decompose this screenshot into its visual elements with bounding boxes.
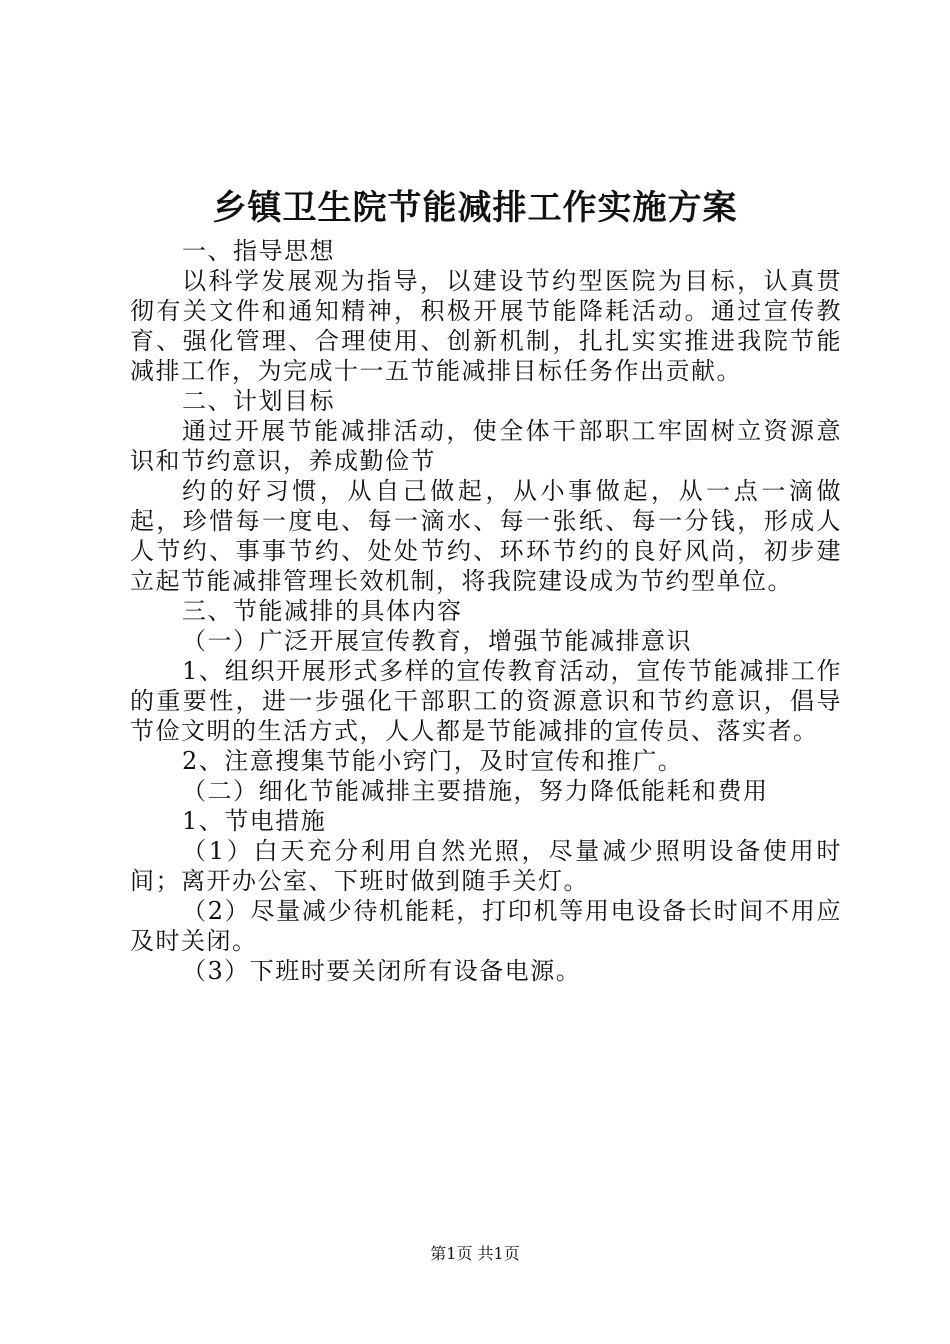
paragraph-measure-2: （2）尽量减少待机能耗，打印机等用电设备长时间不用应及时关闭。: [130, 897, 842, 955]
paragraph-plan-goal-part2: 约的好习惯，从自己做起，从小事做起，从一点一滴做起，珍惜每一度电、每一滴水、每一张纸、每一分钱，形成人人节约、事事节约、处处节约、环环节约的良好风尚，初步建立起节能减排管理长效机制，将我院建设成为节约型单位。: [130, 477, 842, 595]
page-footer: 第1页 共1页: [430, 1244, 520, 1263]
paragraph-item-2: 2、注意搜集节能小窍门，及时宣传和推广。: [182, 747, 684, 775]
paragraph-guiding-thought: 以科学发展观为指导，以建设节约型医院为目标，认真贯彻有关文件和通知精神，积极开展节能降耗活动。通过宣传教育、强化管理、合理使用、创新机制，扎扎实实推进我院节能减排工作，为完成十一五节能减排目标任务作出贡献。: [130, 267, 842, 385]
paragraph-power-saving-heading: 1、节电措施: [182, 807, 327, 835]
section-heading-1: 一、指导思想: [182, 237, 335, 265]
paragraph-measure-1: （1）白天充分利用自然光照，尽量减少照明设备使用时间；离开办公室、下班时做到随手关灯。: [130, 837, 842, 895]
paragraph-item-1: 1、组织开展形式多样的宣传教育活动，宣传节能减排工作的重要性，进一步强化干部职工的资源意识和节约意识，倡导节俭文明的生活方式，人人都是节能减排的宣传员、落实者。: [130, 657, 842, 745]
paragraph-plan-goal-part1: 通过开展节能减排活动，使全体干部职工牢固树立资源意识和节约意识，养成勤俭节: [130, 417, 842, 475]
section-heading-2: 二、计划目标: [182, 387, 335, 415]
subsection-heading-1: （一）广泛开展宣传教育，增强节能减排意识: [182, 627, 692, 655]
document-title: 乡镇卫生院节能减排工作实施方案: [212, 188, 738, 228]
paragraph-measure-3: （3）下班时要关闭所有设备电源。: [182, 957, 582, 985]
subsection-heading-2: （二）细化节能减排主要措施，努力降低能耗和费用: [182, 777, 769, 805]
document-body: [130, 236, 842, 986]
section-heading-3: 三、节能减排的具体内容: [182, 597, 463, 625]
